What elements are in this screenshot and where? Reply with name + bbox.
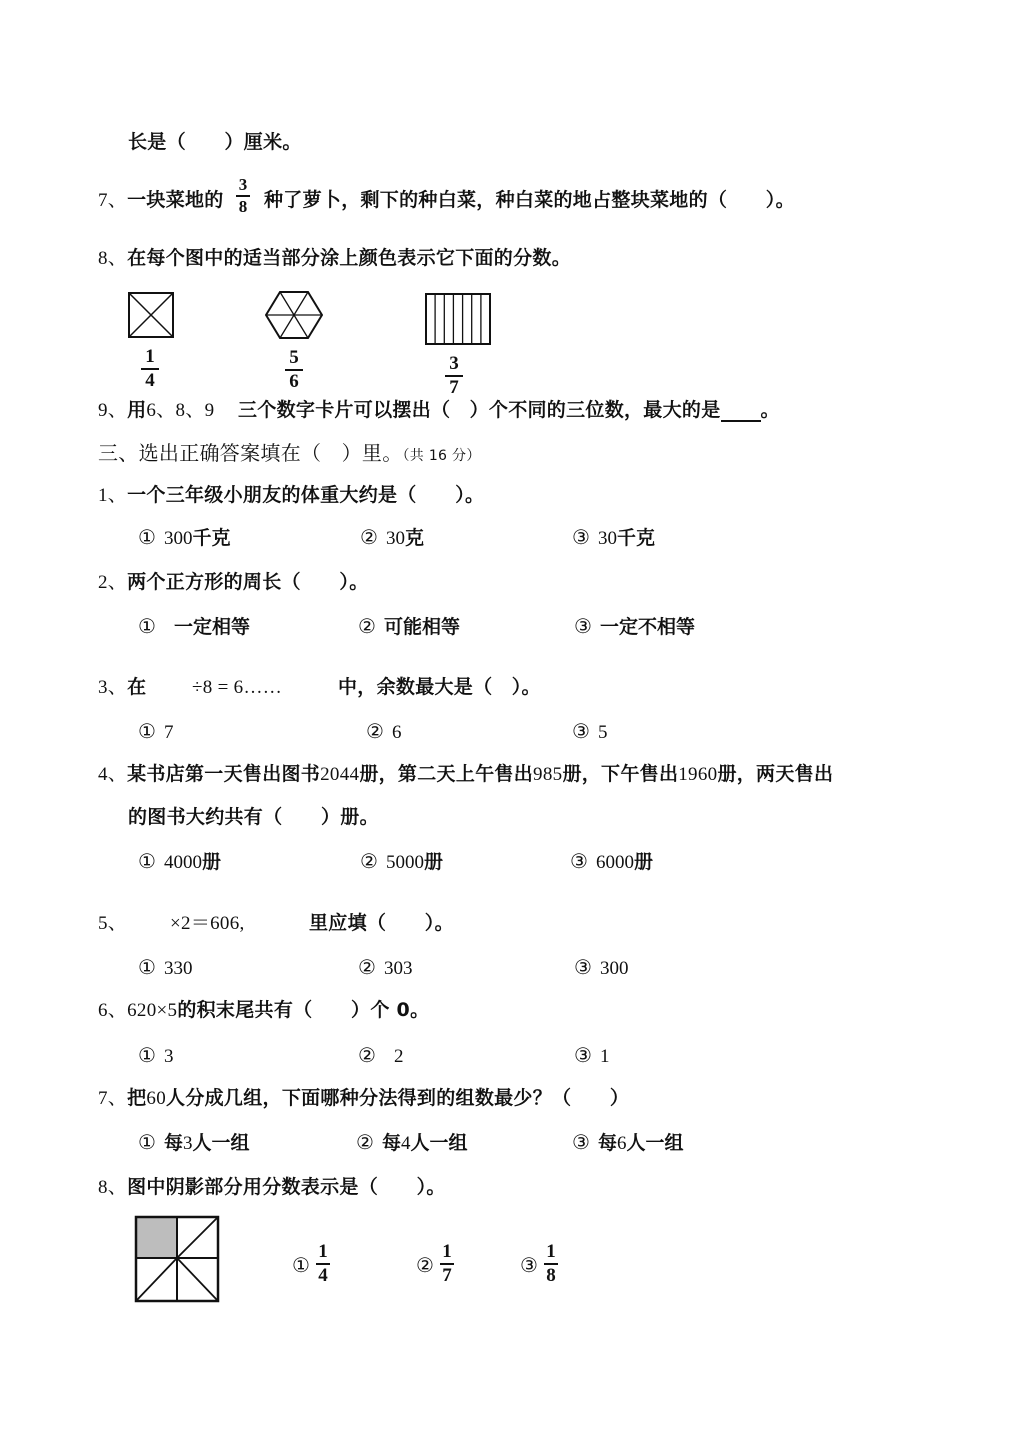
- option-3[interactable]: ③ 5: [572, 719, 608, 743]
- number: 60: [146, 1088, 167, 1109]
- question-text: 在: [127, 676, 147, 698]
- question-text: 一个三年级小朋友的体重大约是（ ）。: [127, 484, 485, 506]
- question-7: [98, 188, 224, 213]
- option-2[interactable]: ② 6: [366, 719, 402, 743]
- question-number: 3、: [98, 677, 128, 698]
- option-3[interactable]: ③ 1: [574, 1043, 610, 1067]
- option-1-mark[interactable]: ①: [292, 1253, 310, 1277]
- question-number: 7、: [98, 190, 128, 211]
- square-quartered-figure: [128, 292, 174, 338]
- option-2[interactable]: ② 5000册: [360, 849, 443, 873]
- digits: 6、8、9: [146, 400, 215, 421]
- question-number: 5、: [98, 913, 128, 934]
- option-2[interactable]: ② 每4人一组: [356, 1130, 468, 1154]
- question-number: 8、: [98, 1177, 128, 1198]
- question-5-rest: 里应填（ ）。: [309, 912, 454, 934]
- question-text: 两个正方形的周长（ ）。: [127, 571, 369, 593]
- question-number: 8、: [98, 248, 128, 269]
- section-title: 三、选出正确答案填在（ ）里。: [98, 441, 403, 465]
- option-2-mark[interactable]: ②: [416, 1253, 434, 1277]
- question-number: 9、: [98, 400, 128, 421]
- s3-question-8: [98, 1175, 446, 1200]
- fraction-5-6: 5 6: [285, 348, 303, 392]
- number: 985: [533, 764, 563, 785]
- number: 2044: [320, 764, 360, 785]
- fraction-3-7: 3 7: [445, 354, 463, 398]
- question-number: 1、: [98, 485, 128, 506]
- fraction-numerator: 3: [238, 175, 248, 194]
- fraction-3-8: [236, 176, 250, 216]
- question-text: 用: [127, 399, 147, 421]
- option-1[interactable]: ① 3: [138, 1043, 174, 1067]
- option-3[interactable]: ③ 一定不相等: [574, 614, 695, 638]
- s3-question-3: [98, 675, 146, 700]
- s3-question-4: [98, 762, 833, 787]
- option-3[interactable]: ③ 每6人一组: [572, 1130, 684, 1154]
- question-7-rest: 种了萝卜，剩下的种白菜，种白菜的地占整块菜地的（ ）。: [264, 189, 795, 211]
- hexagon-figure: [265, 290, 323, 340]
- period: 。: [760, 399, 780, 421]
- question-9-rest: [238, 398, 780, 422]
- section-score: （共 16 分）: [402, 448, 481, 464]
- question-8: [98, 246, 571, 271]
- question-text: 把: [127, 1087, 147, 1109]
- option-2[interactable]: ② 303: [358, 955, 413, 979]
- option-2[interactable]: ② 可能相等: [358, 614, 460, 638]
- continued-question-text: 长是（ ）厘米。: [128, 131, 302, 153]
- option-2[interactable]: ② 30克: [360, 525, 424, 549]
- question-text: 三个数字卡片可以摆出（ ）个不同的三位数，最大的是: [238, 399, 721, 421]
- s3-question-2: [98, 570, 369, 595]
- option-1[interactable]: ① 一定相等: [138, 614, 250, 638]
- question-text: 在每个图中的适当部分涂上颜色表示它下面的分数。: [127, 247, 572, 269]
- question-3-rest: 中，余数最大是（ ）。: [338, 676, 541, 698]
- question-text: 一块菜地的: [127, 189, 224, 211]
- fraction-1-4: 1 4: [141, 347, 159, 391]
- number: 1960: [678, 764, 718, 785]
- s3-question-5: [98, 911, 127, 936]
- question-text: 某书店第一天售出图书: [127, 763, 321, 785]
- option-2[interactable]: ② 2: [358, 1043, 404, 1067]
- option-1[interactable]: ① 每3人一组: [138, 1130, 250, 1154]
- expression: ÷8 = 6……: [192, 677, 283, 698]
- option-1[interactable]: ① 300千克: [138, 525, 231, 549]
- expression: ×2＝606,: [170, 913, 245, 934]
- option-1[interactable]: ① 330: [138, 955, 193, 979]
- s3-question-1: [98, 483, 484, 508]
- section-3-title: [98, 441, 481, 468]
- option-3-fraction[interactable]: 1 8: [544, 1242, 558, 1286]
- option-3[interactable]: ③ 6000册: [570, 849, 653, 873]
- answer-blank[interactable]: [721, 402, 761, 422]
- fraction-denominator: 8: [238, 197, 248, 216]
- question-4-line-2: 的图书大约共有（ ）册。: [128, 806, 379, 828]
- question-number: 4、: [98, 764, 128, 785]
- option-1[interactable]: ① 7: [138, 719, 174, 743]
- question-number: 2、: [98, 572, 128, 593]
- rectangle-strips-figure: [425, 293, 491, 345]
- s3-question-6: [98, 998, 429, 1023]
- question-number: 7、: [98, 1088, 128, 1109]
- shaded-square-figure: [134, 1215, 220, 1303]
- question-text: 人分成几组，下面哪种分法得到的组数最少？（ ）: [166, 1087, 630, 1109]
- option-3-mark[interactable]: ③: [520, 1253, 538, 1277]
- expression: 620×5: [127, 1000, 178, 1021]
- option-2-fraction[interactable]: 1 7: [440, 1242, 454, 1286]
- option-1-fraction[interactable]: 1 4: [316, 1242, 330, 1286]
- s3-question-7: [98, 1086, 629, 1111]
- question-text: 册，第二天上午售出: [359, 763, 534, 785]
- question-text: 图中阴影部分用分数表示是（ ）。: [127, 1176, 446, 1198]
- question-text: 册，两天售出: [717, 763, 834, 785]
- question-text: 册，下午售出: [562, 763, 679, 785]
- question-number: 6、: [98, 1000, 128, 1021]
- question-9: [98, 398, 214, 423]
- option-1[interactable]: ① 4000册: [138, 849, 221, 873]
- option-3[interactable]: ③ 300: [574, 955, 629, 979]
- option-3[interactable]: ③ 30千克: [572, 525, 655, 549]
- question-text: 的积末尾共有（ ）个 0。: [177, 999, 430, 1021]
